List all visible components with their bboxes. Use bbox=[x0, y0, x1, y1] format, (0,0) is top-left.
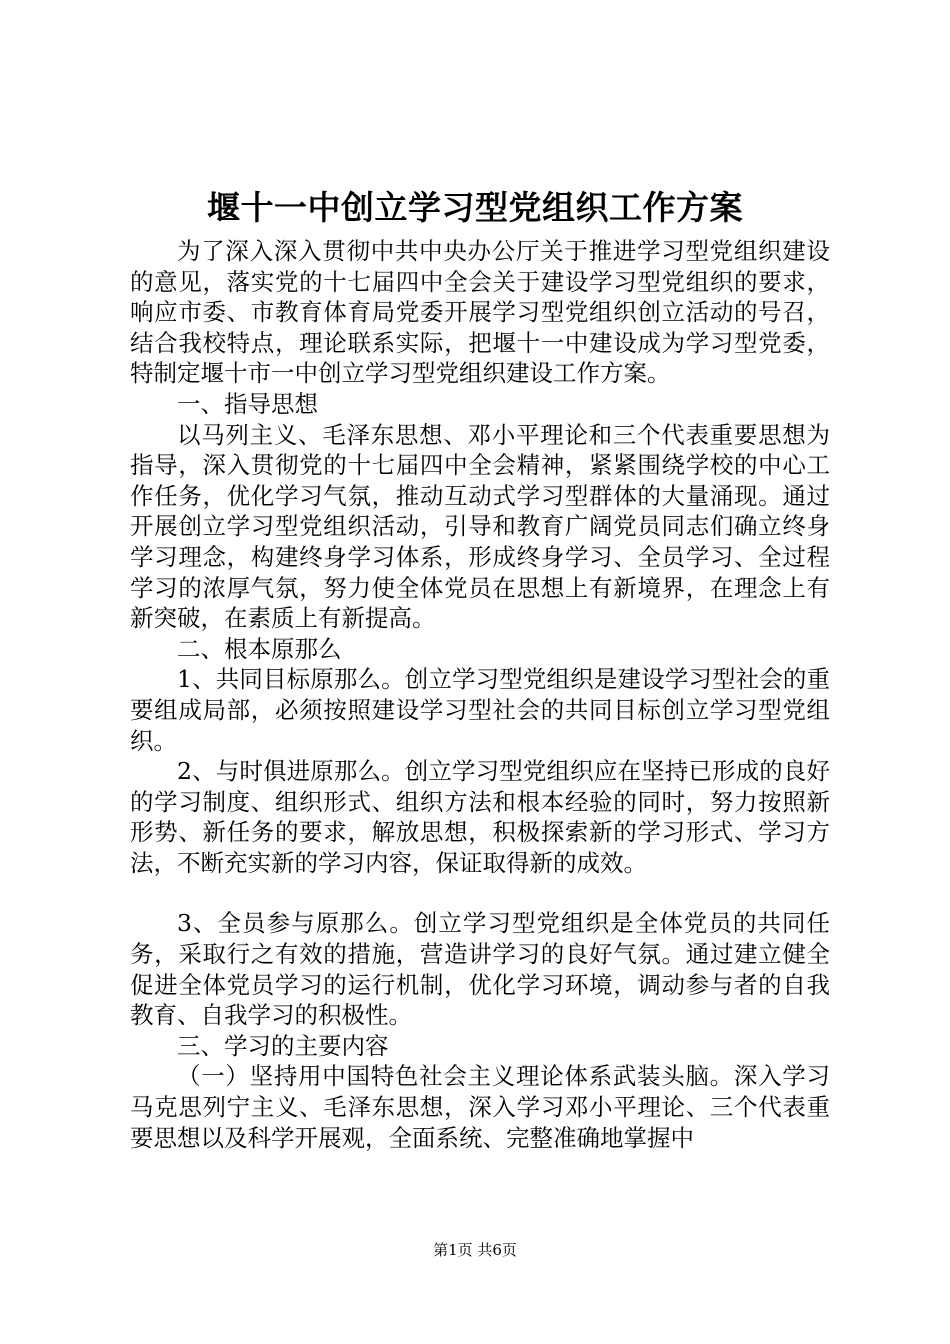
guiding-ideology-paragraph: 以马列主义、毛泽东思想、邓小平理论和三个代表重要思想为指导，深入贯彻党的十七届四中全会精神，紧紧围绕学校的中心工作任务，优化学习气氛，推动互动式学习型群体的大量涌现。通过开展创立学习型党组织活动，引导和教育广阔党员同志们确立终身学习理念，构建终身学习体系，形成终身学习、全员学习、全过程学习的浓厚气氛，努力使全体党员在思想上有新境界，在理念上有新突破，在素质上有新提高。 bbox=[130, 420, 830, 633]
section-heading-main-content: 三、学习的主要内容 bbox=[177, 1031, 389, 1060]
page-footer: 第1页 共6页 bbox=[433, 1241, 517, 1259]
principle-3-paragraph: 3、全员参与原那么。创立学习型党组织是全体党员的共同任务，采取行之有效的措施，营造讲学习的良好气氛。通过建立健全促进全体党员学习的运行机制，优化学习环境，调动参与者的自我教育、自我学习的积极性。 bbox=[130, 909, 830, 1030]
main-content-item-1-paragraph: （一）坚持用中国特色社会主义理论体系武装头脑。深入学习马克思列宁主义、毛泽东思想，深入学习邓小平理论、三个代表重要思想以及科学开展观，全面系统、完整准确地掌握中 bbox=[130, 1062, 830, 1152]
intro-paragraph: 为了深入深入贯彻中共中央办公厅关于推进学习型党组织建设的意见，落实党的十七届四中全会关于建设学习型党组织的要求，响应市委、市教育体育局党委开展学习型党组织创立活动的号召，结合我校特点，理论联系实际，把堰十一中建设成为学习型党委，特制定堰十市一中创立学习型党组织建设工作方案。 bbox=[130, 237, 830, 388]
document-body bbox=[130, 236, 830, 1153]
section-heading-basic-principles: 二、根本原那么 bbox=[177, 634, 342, 663]
section-heading-guiding-ideology: 一、指导思想 bbox=[177, 389, 318, 418]
principle-1-paragraph: 1、共同目标原那么。创立学习型党组织是建设学习型社会的重要组成局部，必须按照建设学习型社会的共同目标创立学习型党组织。 bbox=[130, 665, 830, 755]
paragraph-spacer bbox=[130, 878, 830, 908]
document-title: 堰十一中创立学习型党组织工作方案 bbox=[207, 188, 743, 227]
principle-2-paragraph: 2、与时俱进原那么。创立学习型党组织应在坚持已形成的良好的学习制度、组织形式、组织方法和根本经验的同时，努力按照新形势、新任务的要求，解放思想，积极探索新的学习形式、学习方法，不断充实新的学习内容，保证取得新的成效。 bbox=[130, 757, 830, 877]
